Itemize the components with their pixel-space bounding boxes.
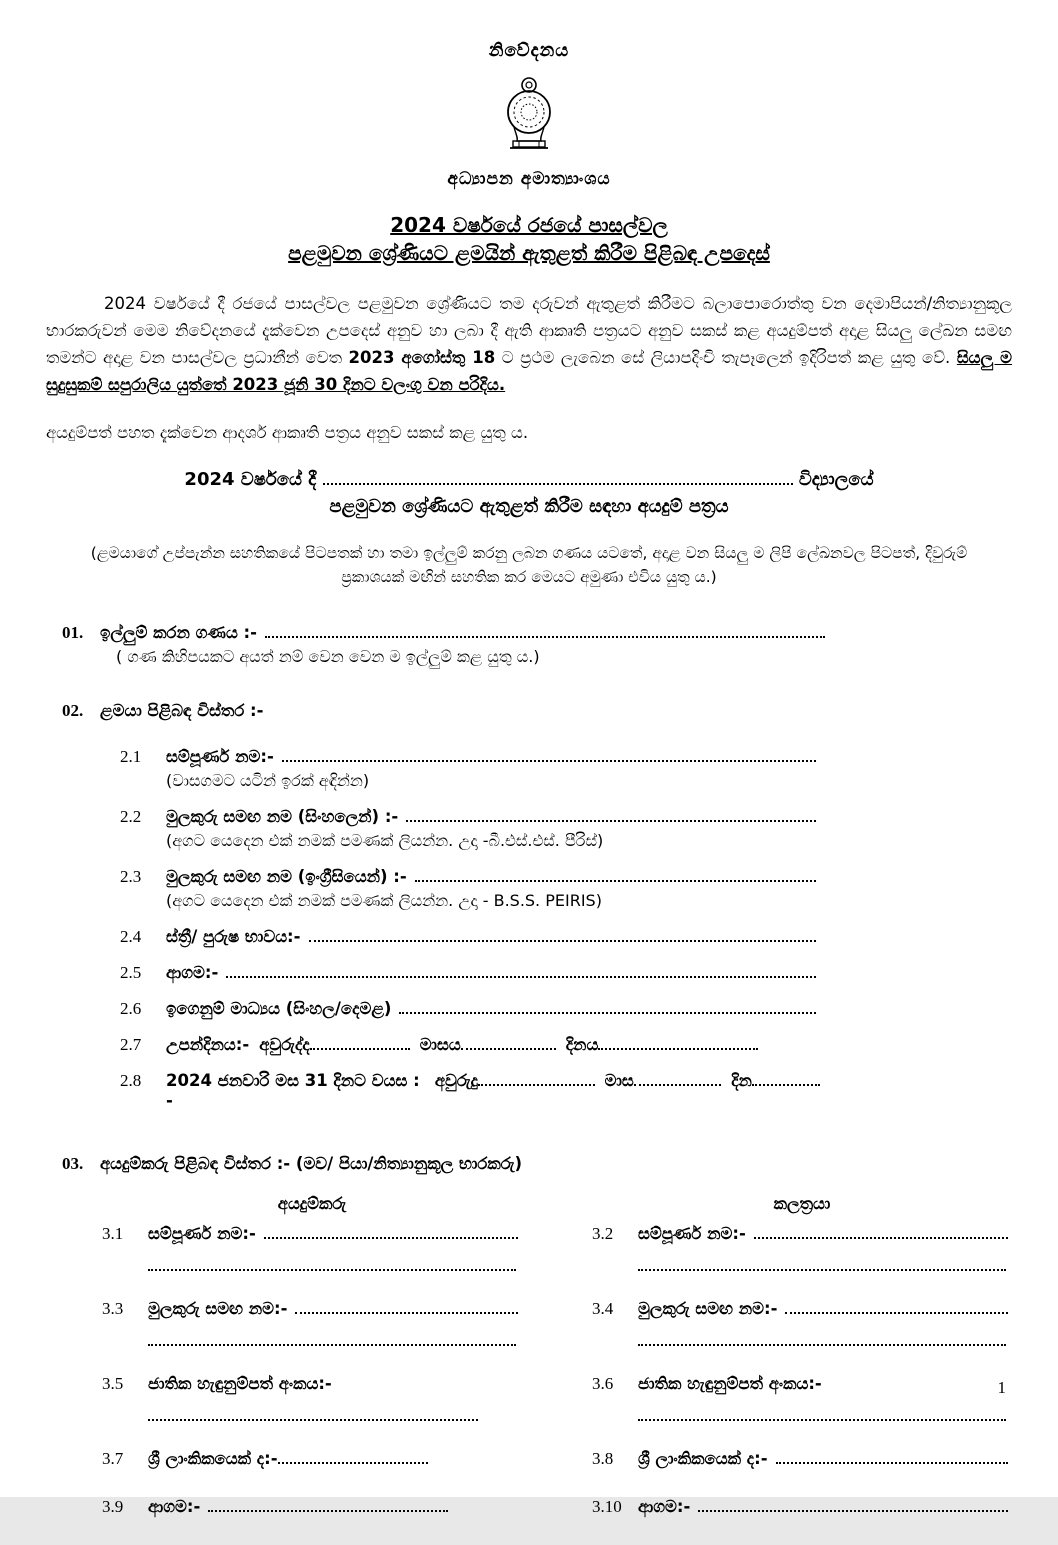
fill-in-line — [282, 749, 816, 762]
item-number: 3.5 — [102, 1373, 124, 1393]
spouse-citizenship-cell — [592, 1449, 1012, 1469]
field-row-name-initials-english — [120, 867, 820, 887]
document-title-line1: 2024 වර්ෂයේ රජයේ පාසල්වල — [390, 213, 668, 237]
form-title-suffix: විද්‍යාලයේ — [798, 468, 874, 490]
fill-in-line — [754, 1226, 1008, 1239]
fill-in-line — [148, 1258, 516, 1271]
item-number: 3.8 — [592, 1448, 614, 1468]
age-label: 2024 ජනවාරි මස 31 දිනට වයස : - — [166, 1070, 420, 1110]
spouse-full-name-cell — [592, 1224, 1012, 1271]
item-number: 2.5 — [120, 962, 142, 982]
item-number: 3.1 — [102, 1223, 124, 1243]
fill-in-line — [295, 1301, 518, 1314]
item-number: 2.7 — [120, 1034, 142, 1054]
notice-title: නිවේදනය — [488, 40, 570, 61]
spouse-religion-label: ආගම:- — [638, 1496, 691, 1516]
page-number: 1 — [997, 1378, 1006, 1397]
applicant-religion-cell — [102, 1497, 522, 1517]
full-name-label: සම්පූර්ණ නම:- — [166, 746, 274, 766]
fill-in-line — [785, 1301, 1008, 1314]
item-number: 3.3 — [102, 1298, 124, 1318]
section-02 — [46, 701, 1012, 1110]
name-initials-english-label: මුලකුරු සමඟ නම (ඉංග්‍රීසියෙන්) :- — [166, 866, 407, 886]
spouse-initials-cell — [592, 1299, 1012, 1346]
applicant-initials-label: මුලකුරු සමඟ නම:- — [148, 1298, 288, 1318]
field-row-full-name — [120, 747, 820, 767]
birthdate-label: උපන්දිනය:- — [166, 1034, 250, 1054]
section-03 — [46, 1154, 1012, 1545]
item-number: 3.2 — [592, 1223, 614, 1243]
section-02-number: 02. — [62, 700, 84, 720]
fill-in-line — [776, 1451, 1008, 1464]
gender-label: ස්ත්‍රී/ පුරුෂ භාවය:- — [166, 926, 301, 946]
fill-in-line — [698, 1499, 1008, 1512]
section-01-number: 01. — [62, 622, 84, 642]
religion-label: ආගම:- — [166, 962, 219, 982]
section-01 — [46, 623, 1012, 667]
years-fill-line — [478, 1073, 595, 1086]
intro-text-part1: 2024 වර්ෂයේ දී රජයේ පාසල්වල පළමුවන ශ්‍රේණියට තම දරුවන් ඇතුළත් කිරීමට බලාපොරොත්තු වන දෙමාපියන්/නිත්‍යානුකූල භාරකරුවන් මෙම නිවේදනයේ දැක්වෙන උපදෙස් අනුව හා ලබා දී ඇති ආකෘති පත්‍රයට අනුව සකස් කළ අයදුම්පත් අදාළ සියලු ලේඛන සමඟ තමන්ට අදාළ වන පාසල්වල ප්‍රධානීන් වෙත — [46, 294, 1012, 367]
section-03-number: 03. — [62, 1153, 84, 1173]
years-label: අවුරුදු — [434, 1070, 478, 1090]
fill-in-line — [638, 1258, 1006, 1271]
item-number: 2.3 — [120, 866, 142, 886]
fill-in-line — [148, 1333, 516, 1346]
applicant-nic-label: ජාතික හැඳුනුම්පත් අංකය:- — [148, 1373, 332, 1393]
fill-in-line — [264, 1226, 518, 1239]
applicant-initials-cell — [102, 1299, 522, 1346]
applicant-full-name-label: සම්පූර්ණ නම:- — [148, 1223, 256, 1243]
form-title-prefix: 2024 වර්ෂයේ දී — [184, 468, 317, 490]
field-row-birthdate — [120, 1035, 820, 1055]
spouse-nic-cell — [592, 1374, 1012, 1421]
ministry-name: අධ්‍යාපන අමාත්‍යාංශය — [447, 169, 611, 189]
field-row-name-initials-sinhala — [120, 807, 820, 827]
full-name-note: (වාසගමට යටින් ඉරක් අඳින්න) — [166, 770, 370, 790]
days-fill-line — [752, 1073, 820, 1086]
category-note: ( ගණ කිහිපයකට අයත් නම් වෙන වෙන ම ඉල්ලුම් කළ යුතු ය.) — [116, 646, 540, 666]
applicant-citizenship-cell — [102, 1449, 522, 1469]
section-02-items — [120, 747, 1012, 1110]
field-row-gender — [120, 927, 820, 947]
month-fill-line — [461, 1037, 556, 1050]
item-number: 2.6 — [120, 998, 142, 1018]
fill-in-line — [406, 809, 816, 822]
applicant-citizenship-label: ශ්‍රී ලාංකිකයෙක් ද:- — [148, 1448, 278, 1468]
name-initials-sinhala-label: මුලකුරු සමඟ නම (සිංහලෙන්) :- — [166, 806, 399, 826]
learning-medium-label: ඉගෙනුම් මාධ්‍යය (සිංහල/දෙමළ) — [166, 998, 392, 1018]
spouse-citizenship-label: ශ්‍රී ලාංකිකයෙක් ද:- — [638, 1448, 768, 1468]
spouse-nic-label: ජාතික හැඳුනුම්පත් අංකය:- — [638, 1373, 822, 1393]
day-fill-line — [598, 1037, 758, 1050]
name-initials-sinhala-note: (අගට යෙදෙන එක් නමක් පමණක් ලියන්න. උදා -බී.එස්.එස්. පීරිස්) — [166, 830, 604, 850]
spouse-religion-cell — [592, 1497, 1012, 1517]
year-fill-line — [310, 1037, 410, 1050]
month-label: මාසය — [419, 1034, 461, 1054]
days-label: දින — [731, 1070, 752, 1090]
spouse-column-header: කලත්‍රයා — [773, 1193, 831, 1213]
intro-text-part2: ට ප්‍රථම ලැබෙන සේ ලියාපදිංචි තැපෑලෙන් ඉදිරිපත් කළ යුතු වේ. — [495, 347, 957, 367]
year-label: අවුරුද්ද — [259, 1034, 310, 1054]
qualification-deadline-sentence: සියලු ම සුදුසුකම් සපුරාලිය යුත්තේ 2023 ජූනි 30 දිනට වලංගු වන පරිදිය. — [46, 347, 1012, 394]
item-number: 2.4 — [120, 926, 142, 946]
attachment-instruction: (ළමයාගේ උප්පැන්න සහතිකයේ පිටපතක් හා තමා ඉල්ලුම් කරනු ලබන ගණය යටතේ, අදාළ වන සියලු ම ලිපි ලේඛනවල පිටපත්, දිවුරුම් ප්‍රකාශයක් මඟින් සහතික කර මෙයට අමුණා එවිය යුතු ය.) — [90, 543, 968, 586]
submission-deadline: 2023 අගෝස්තු 18 — [348, 347, 496, 367]
application-form-title-line2: පළමුවන ශ්‍රේණියට ඇතුළත් කිරීම සඳහා අයදුම් පත්‍රය — [329, 495, 729, 517]
applicant-full-name-cell — [102, 1224, 522, 1271]
item-number: 3.9 — [102, 1496, 124, 1516]
fill-in-line — [638, 1408, 1006, 1421]
months-label: මාස — [604, 1070, 634, 1090]
applicant-spouse-grid — [102, 1194, 1012, 1545]
applicant-details-title: අයදුම්කරු පිළිබඳ විස්තර :- (මව/ පියා/නිත්‍යානුකූල භාරකරු) — [100, 1153, 523, 1173]
item-number: 3.6 — [592, 1373, 614, 1393]
applicant-religion-label: ආගම:- — [148, 1496, 201, 1516]
applicant-column-header: අයදුම්කරු — [277, 1193, 347, 1213]
child-details-title: ළමයා පිළිබඳ විස්තර :- — [100, 700, 264, 720]
item-number: 3.4 — [592, 1298, 614, 1318]
fill-in-line — [309, 929, 817, 942]
name-initials-english-note: (අගට යෙදෙන එක් නමක් පමණක් ලියන්න. උදා - B.S.S. PEIRIS) — [166, 890, 602, 910]
fill-in-line — [148, 1408, 478, 1421]
emblem-container — [46, 75, 1012, 159]
item-number: 2.2 — [120, 806, 142, 826]
fill-in-line — [226, 965, 816, 978]
item-number: 3.7 — [102, 1448, 124, 1468]
item-number: 2.8 — [120, 1070, 142, 1090]
field-row-medium — [120, 999, 820, 1019]
spouse-initials-label: මුලකුරු සමඟ නම:- — [638, 1298, 778, 1318]
application-form-title-line1 — [46, 469, 1012, 490]
sri-lanka-state-emblem-icon — [501, 140, 557, 159]
model-form-note: අයදුම්පත් පහත දැක්වෙන ආදර්ශ ආකෘති පත්‍රය අනුව සකස් කළ යුතු ය. — [46, 422, 529, 442]
applicant-nic-cell — [102, 1374, 522, 1421]
fill-in-line — [415, 869, 816, 882]
fill-in-line — [638, 1333, 1006, 1346]
fill-in-line — [278, 1451, 428, 1464]
fill-in-line — [399, 1001, 816, 1014]
day-label: දිනය — [565, 1034, 599, 1054]
intro-paragraph — [46, 291, 1012, 399]
field-row-religion — [120, 963, 820, 983]
item-number: 3.10 — [592, 1496, 622, 1516]
field-row-age — [120, 1071, 820, 1110]
document-title-line2: පළමුවන ශ්‍රේණියට ළමයින් ඇතුළත් කිරීම පිළිබඳ උපදෙස් — [288, 241, 770, 265]
school-name-fill-line — [323, 472, 793, 485]
months-fill-line — [634, 1073, 721, 1086]
fill-in-line — [208, 1499, 448, 1512]
spouse-full-name-label: සම්පූර්ණ නම:- — [638, 1223, 746, 1243]
item-number: 2.1 — [120, 746, 142, 766]
category-fill-line — [265, 625, 825, 638]
category-applied-label: ඉල්ලුම් කරන ගණය :- — [100, 622, 258, 642]
